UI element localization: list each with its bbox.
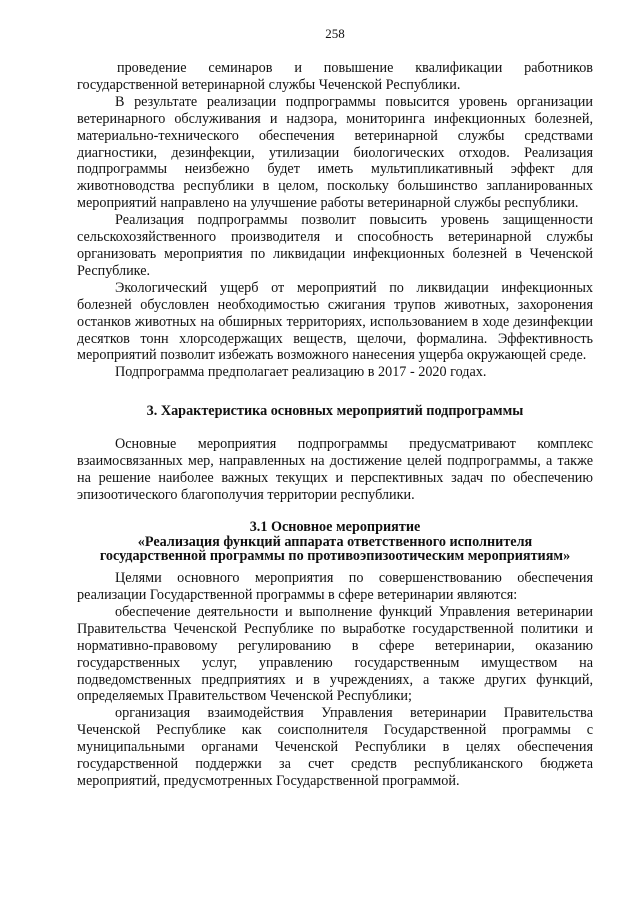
section-3-1-name-line2: государственной программы по противоэпизоотическим мероприятиям» <box>99 548 571 565</box>
paragraph-functions: обеспечение деятельности и выполнение функций Управления ветеринарии Правительства Чеченской Республике по выработке государственной политики и нормативно-правовому регулированию в сфере ветеринарии, оказанию государственных услуг, управлению государственным имуществом на подведомственных предприятиях и в учреждениях, а также других функций, определяемых Правительством Чеченской Республики; <box>77 603 593 705</box>
paragraph-goals: Целями основного мероприятия по совершенствованию обеспечения реализации Государственной программы в сфере ветеринарии являются: <box>77 570 593 604</box>
paragraph-ecology: Экологический ущерб от мероприятий по ликвидации инфекционных болезней обусловлен необходимостью сжигания трупов животных, захоронения останков животных на обширных территориях, использованием в ходе дезинфекции десятков тонн хлорсодержащих веществ, щелочи, формалина. Эффективность мероприятий позволит избежать возможного нанесения ущерба окружающей среде. <box>77 279 593 364</box>
paragraph-interaction: организация взаимодействия Управления ветеринарии Правительства Чеченской Республике как соисполнителя Государственной программы с муниципальными органами Чеченской Республики в целях обеспечения государственной поддержки за счет средств республиканского бюджета мероприятий, предусмотренных Государственной программой. <box>77 705 593 790</box>
document-page <box>77 26 593 790</box>
section-3-1-heading <box>77 520 593 564</box>
section-3-1-name-line1: «Реализация функций аппарата ответственного исполнителя <box>137 533 533 550</box>
section-3-paragraph: Основные мероприятия подпрограммы предусматривают комплекс взаимосвязанных мер, направленных на достижение целей подпрограммы, а также на решение наиболее важных текущих и перспективных задач по обеспечению эпизоотического благополучия территории республики. <box>77 436 593 503</box>
page-number: 258 <box>325 26 345 41</box>
paragraph-results: В результате реализации подпрограммы повысится уровень организации ветеринарного обслуживания и надзора, мониторинга инфекционных болезней, материально-технического обеспечения ветеринарной службы средствами диагностики, дезинфекции, утилизации биологических отходов. Реализация подпрограммы неизбежно будет иметь мультипликативный эффект для животноводства республики в целом, поскольку большинство запланированных мероприятий направлено на улучшение работы ветеринарной службы республики. <box>77 93 593 212</box>
paragraph-protection: Реализация подпрограммы позволит повысить уровень защищенности сельскохозяйственного производителя и способность ветеринарной службы организовать мероприятия по ликвидации инфекционных болезней в Чеченской Республике. <box>77 212 593 279</box>
paragraph-period: Подпрограмма предполагает реализацию в 2017 - 2020 годах. <box>115 364 487 381</box>
paragraph-seminars: проведение семинаров и повышение квалификации работников государственной ветеринарной службы Чеченской Республики. <box>77 60 593 93</box>
section-3-heading: 3. Характеристика основных мероприятий подпрограммы <box>146 403 524 420</box>
section-3-1-title: 3.1 Основное мероприятие <box>249 518 421 535</box>
